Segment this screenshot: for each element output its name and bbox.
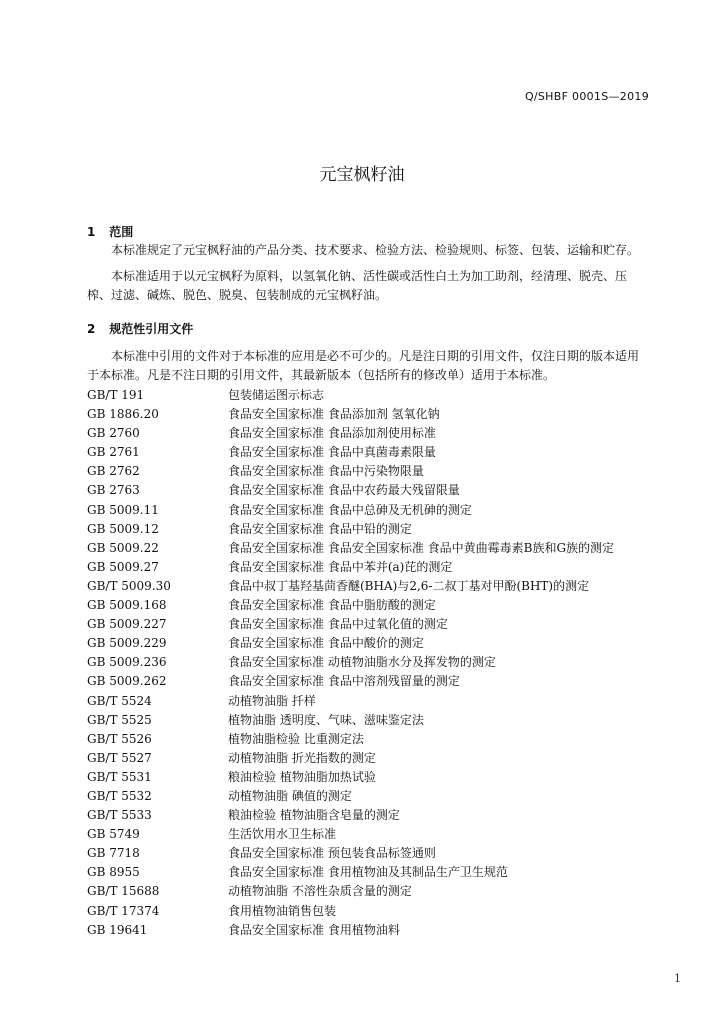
reference-item xyxy=(87,386,667,405)
document-title: 元宝枫籽油 xyxy=(319,165,405,185)
reference-title: 食品安全国家标准 食品中污染物限量 xyxy=(228,464,424,479)
reference-title: 食品安全国家标准 食品中总砷及无机砷的测定 xyxy=(228,502,472,517)
reference-title: 食品安全国家标准 食用植物油料 xyxy=(228,922,400,937)
reference-title: 食品安全国家标准 食品中农药最大残留限量 xyxy=(228,483,460,498)
reference-code: GB/T 15688 xyxy=(87,884,160,899)
reference-title: 食品安全国家标准 食品中脂肪酸的测定 xyxy=(228,598,436,613)
reference-item xyxy=(87,921,667,940)
reference-item xyxy=(87,787,667,806)
reference-item xyxy=(87,692,667,711)
reference-title: 食品安全国家标准 食品添加剂 氢氧化钠 xyxy=(228,407,440,422)
reference-title: 动植物油脂 不溶性杂质含量的测定 xyxy=(228,884,412,899)
reference-code: GB 2760 xyxy=(87,426,140,441)
reference-title: 食品安全国家标准 动植物油脂水分及挥发物的测定 xyxy=(228,655,496,670)
reference-code: GB/T 191 xyxy=(87,388,145,402)
reference-title: 生活饮用水卫生标准 xyxy=(228,827,337,842)
section-heading-scope xyxy=(87,223,133,240)
references-intro-paragraph: 本标准中引用的文件对于本标准的应用是必不可少的。凡是注日期的引用文件，仅注日期的版本适用于本标准。凡是不注日期的引用文件，其最新版本（包括所有的修改单）适用于本标准。 xyxy=(87,349,640,382)
reference-title: 包装储运图示标志 xyxy=(228,388,325,402)
reference-title: 食品安全国家标准 预包装食品标签通则 xyxy=(228,846,436,861)
standard-code: Q/SHBF 0001S—2019 xyxy=(524,90,649,103)
reference-title: 食品安全国家标准 食品中苯并(a)芘的测定 xyxy=(228,559,453,574)
reference-title: 动植物油脂 碘值的测定 xyxy=(228,788,352,803)
reference-code: GB 5009.229 xyxy=(87,636,167,651)
reference-code: GB 7718 xyxy=(87,846,140,861)
reference-title: 植物油脂检验 比重测定法 xyxy=(228,731,364,746)
reference-item xyxy=(87,501,667,520)
reference-code: GB/T 17374 xyxy=(87,903,160,918)
reference-title: 食品安全国家标准 食品中酸价的测定 xyxy=(228,636,424,651)
reference-code: GB/T 5009.30 xyxy=(87,578,171,593)
reference-item xyxy=(87,558,667,577)
reference-item xyxy=(87,520,667,539)
reference-code: GB 5009.22 xyxy=(87,540,159,555)
reference-title: 食品中叔丁基羟基茴香醚(BHA)与2,6-二叔丁基对甲酚(BHT)的测定 xyxy=(228,578,590,593)
reference-code: GB/T 5533 xyxy=(87,808,152,823)
scope-paragraph-2: 本标准适用于以元宝枫籽为原料，以氢氧化钠、活性碳或活性白土为加工助剂，经清理、脱壳、压榨、过滤、碱炼、脱色、脱臭、包装制成的元宝枫籽油。 xyxy=(87,269,628,302)
reference-item xyxy=(87,730,667,749)
reference-item xyxy=(87,539,667,558)
reference-title: 食品安全国家标准 食品中溶剂残留量的测定 xyxy=(228,674,460,689)
reference-code: GB 8955 xyxy=(87,865,140,880)
reference-item xyxy=(87,481,667,500)
reference-code: GB/T 5527 xyxy=(87,750,152,765)
reference-title: 食品安全国家标准 食品安全国家标准 食品中黄曲霉毒素B族和G族的测定 xyxy=(228,540,615,555)
reference-code: GB 2763 xyxy=(87,483,140,498)
reference-title: 动植物油脂 扦样 xyxy=(228,693,316,708)
reference-item xyxy=(87,615,667,634)
reference-item xyxy=(87,863,667,882)
reference-item xyxy=(87,711,667,730)
reference-item xyxy=(87,424,667,443)
reference-title: 食用植物油销售包装 xyxy=(228,903,337,918)
reference-code: GB 5009.227 xyxy=(87,617,167,632)
reference-title: 粮油检验 植物油脂加热试验 xyxy=(228,769,376,784)
reference-item xyxy=(87,672,667,691)
reference-code: GB 5009.11 xyxy=(87,502,159,517)
reference-title: 食品安全国家标准 食品添加剂使用标准 xyxy=(228,426,436,441)
reference-item xyxy=(87,882,667,901)
reference-title: 植物油脂 透明度、气味、滋味鉴定法 xyxy=(228,712,424,727)
reference-item xyxy=(87,806,667,825)
section-number: 1 xyxy=(87,225,96,239)
reference-code: GB 5009.262 xyxy=(87,674,167,689)
reference-item xyxy=(87,844,667,863)
reference-title: 食品安全国家标准 食用植物油及其制品生产卫生规范 xyxy=(228,865,508,880)
reference-code: GB 5009.12 xyxy=(87,521,159,536)
reference-item xyxy=(87,462,667,481)
reference-code: GB 5749 xyxy=(87,827,140,842)
reference-title: 食品安全国家标准 食品中过氧化值的测定 xyxy=(228,617,448,632)
reference-code: GB 2762 xyxy=(87,464,140,479)
reference-code: GB 19641 xyxy=(87,922,148,937)
section-heading-references xyxy=(87,320,193,337)
reference-item xyxy=(87,825,667,844)
scope-paragraph-1: 本标准规定了元宝枫籽油的产品分类、技术要求、检验方法、检验规则、标签、包装、运输和贮存。 xyxy=(111,243,640,257)
reference-item xyxy=(87,902,667,921)
reference-item xyxy=(87,749,667,768)
reference-code: GB 2761 xyxy=(87,445,140,460)
section-title: 范围 xyxy=(109,225,134,239)
reference-title: 粮油检验 植物油脂含皂量的测定 xyxy=(228,808,400,823)
reference-code: GB 5009.168 xyxy=(87,598,167,613)
reference-item xyxy=(87,768,667,787)
reference-code: GB/T 5531 xyxy=(87,769,152,784)
reference-item xyxy=(87,577,667,596)
reference-title: 食品安全国家标准 食品中铅的测定 xyxy=(228,521,412,536)
reference-code: GB 1886.20 xyxy=(87,407,159,422)
reference-code: GB/T 5526 xyxy=(87,731,152,746)
reference-title: 动植物油脂 折光指数的测定 xyxy=(228,750,376,765)
reference-item xyxy=(87,596,667,615)
reference-item xyxy=(87,405,667,424)
reference-code: GB/T 5525 xyxy=(87,712,152,727)
page-number: 1 xyxy=(674,972,681,985)
reference-title: 食品安全国家标准 食品中真菌毒素限量 xyxy=(228,445,436,460)
reference-code: GB 5009.27 xyxy=(87,559,159,574)
reference-code: GB 5009.236 xyxy=(87,655,167,670)
reference-item xyxy=(87,634,667,653)
reference-code: GB/T 5524 xyxy=(87,693,152,708)
reference-code: GB/T 5532 xyxy=(87,788,152,803)
section-number: 2 xyxy=(87,322,96,336)
reference-item xyxy=(87,653,667,672)
section-title: 规范性引用文件 xyxy=(109,322,194,336)
reference-item xyxy=(87,443,667,462)
reference-list xyxy=(87,386,667,940)
